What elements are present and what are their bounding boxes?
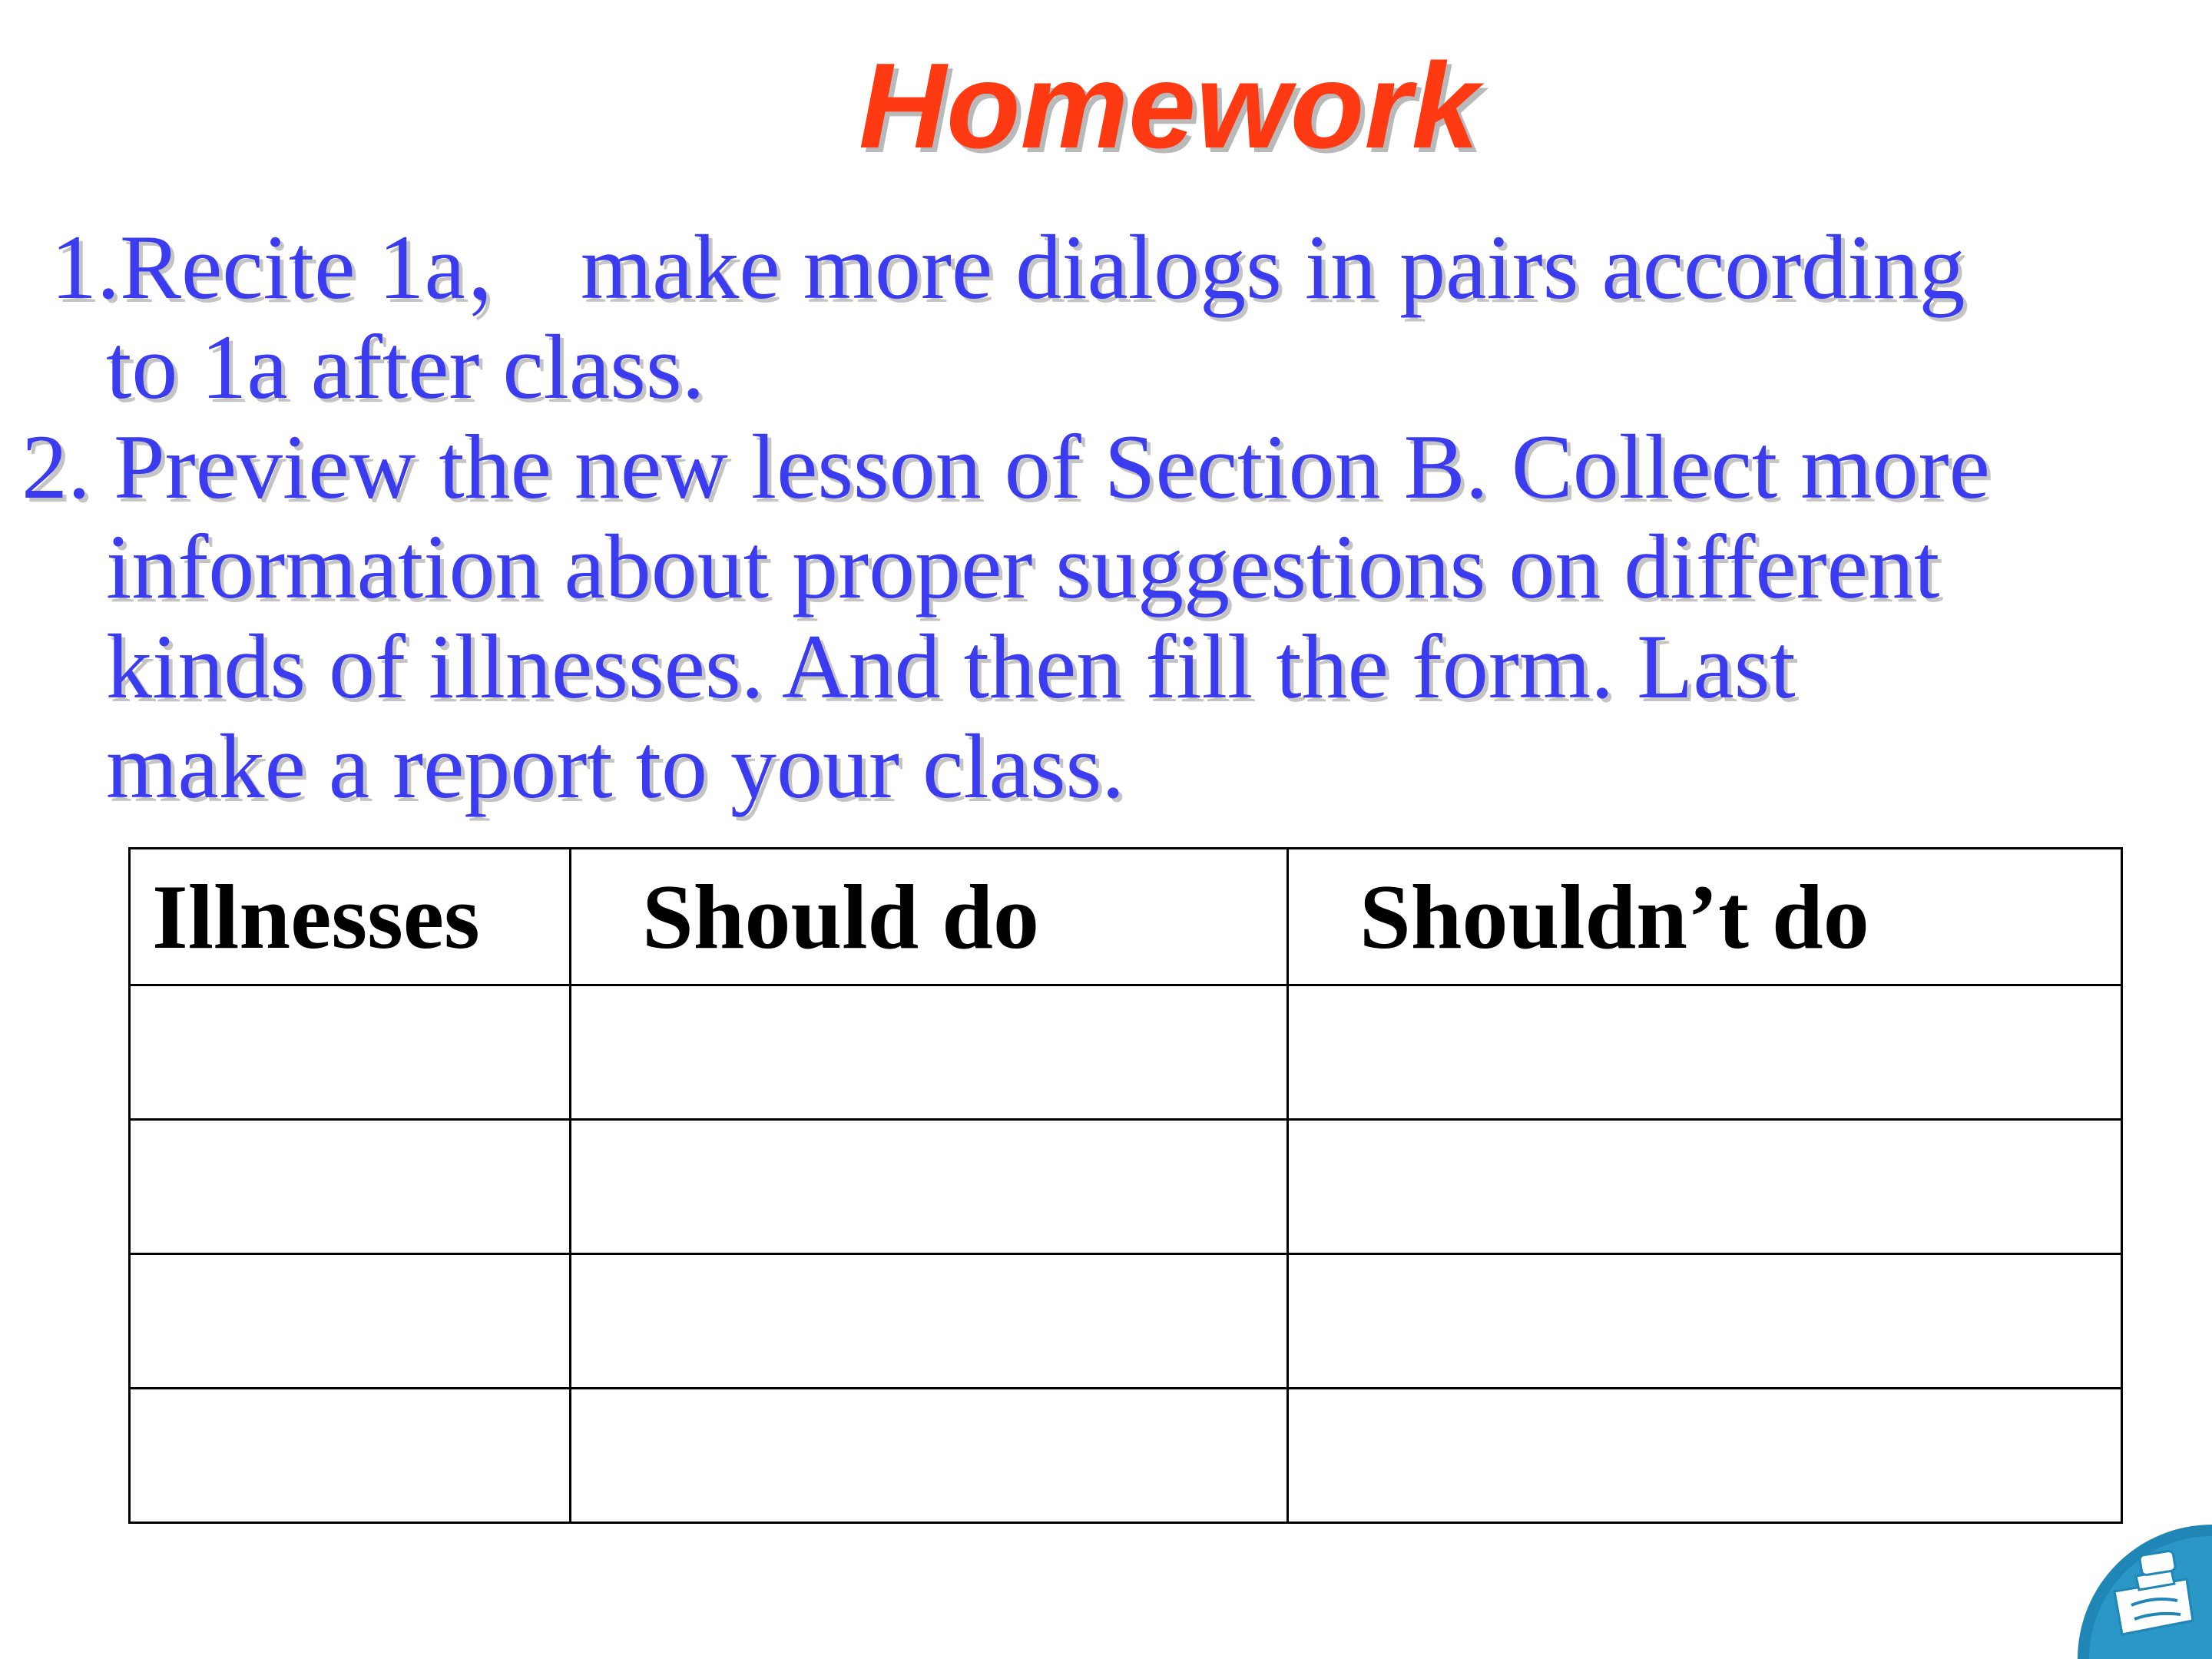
shouldnt-do-cell[interactable] bbox=[1288, 985, 2122, 1120]
shouldnt-do-cell[interactable] bbox=[1288, 1254, 2122, 1389]
header-should-do: Should do bbox=[571, 849, 1288, 985]
homework-item-2-line-4: make a report to your class. bbox=[106, 715, 1125, 817]
table-row bbox=[130, 1389, 2122, 1523]
illness-cell[interactable] bbox=[130, 1389, 571, 1523]
header-illnesses: Illnesses bbox=[130, 849, 571, 985]
homework-item-2-line-3: kinds of illnesses. And then fill the form. Last bbox=[106, 615, 1796, 717]
table-row bbox=[130, 1120, 2122, 1254]
homework-item-2-line-1: 2. Preview the new lesson of Section B. Collect more bbox=[22, 416, 1990, 518]
ink-bottle-icon bbox=[2078, 1505, 2212, 1659]
homework-item-2 bbox=[22, 417, 1990, 816]
homework-item-1 bbox=[51, 217, 1965, 417]
illness-cell[interactable] bbox=[130, 1120, 571, 1254]
should-do-cell[interactable] bbox=[571, 985, 1288, 1120]
header-shouldnt-do: Shouldn’t do bbox=[1288, 849, 2122, 985]
table-row bbox=[130, 1254, 2122, 1389]
table-header-row bbox=[130, 849, 2122, 985]
should-do-cell[interactable] bbox=[571, 1389, 1288, 1523]
illness-form-table bbox=[128, 847, 2123, 1524]
should-do-cell[interactable] bbox=[571, 1120, 1288, 1254]
slide-title: Homework bbox=[859, 38, 1479, 174]
homework-item-1-line-1: 1.Recite 1a， make more dialogs in pairs according bbox=[51, 216, 1965, 318]
illness-cell[interactable] bbox=[130, 1254, 571, 1389]
should-do-cell[interactable] bbox=[571, 1254, 1288, 1389]
shouldnt-do-cell[interactable] bbox=[1288, 1120, 2122, 1254]
illness-cell[interactable] bbox=[130, 985, 571, 1120]
homework-item-1-line-2: to 1a after class. bbox=[106, 316, 705, 418]
table-row bbox=[130, 985, 2122, 1120]
homework-item-2-line-2: information about proper suggestions on different bbox=[106, 515, 1940, 618]
shouldnt-do-cell[interactable] bbox=[1288, 1389, 2122, 1523]
